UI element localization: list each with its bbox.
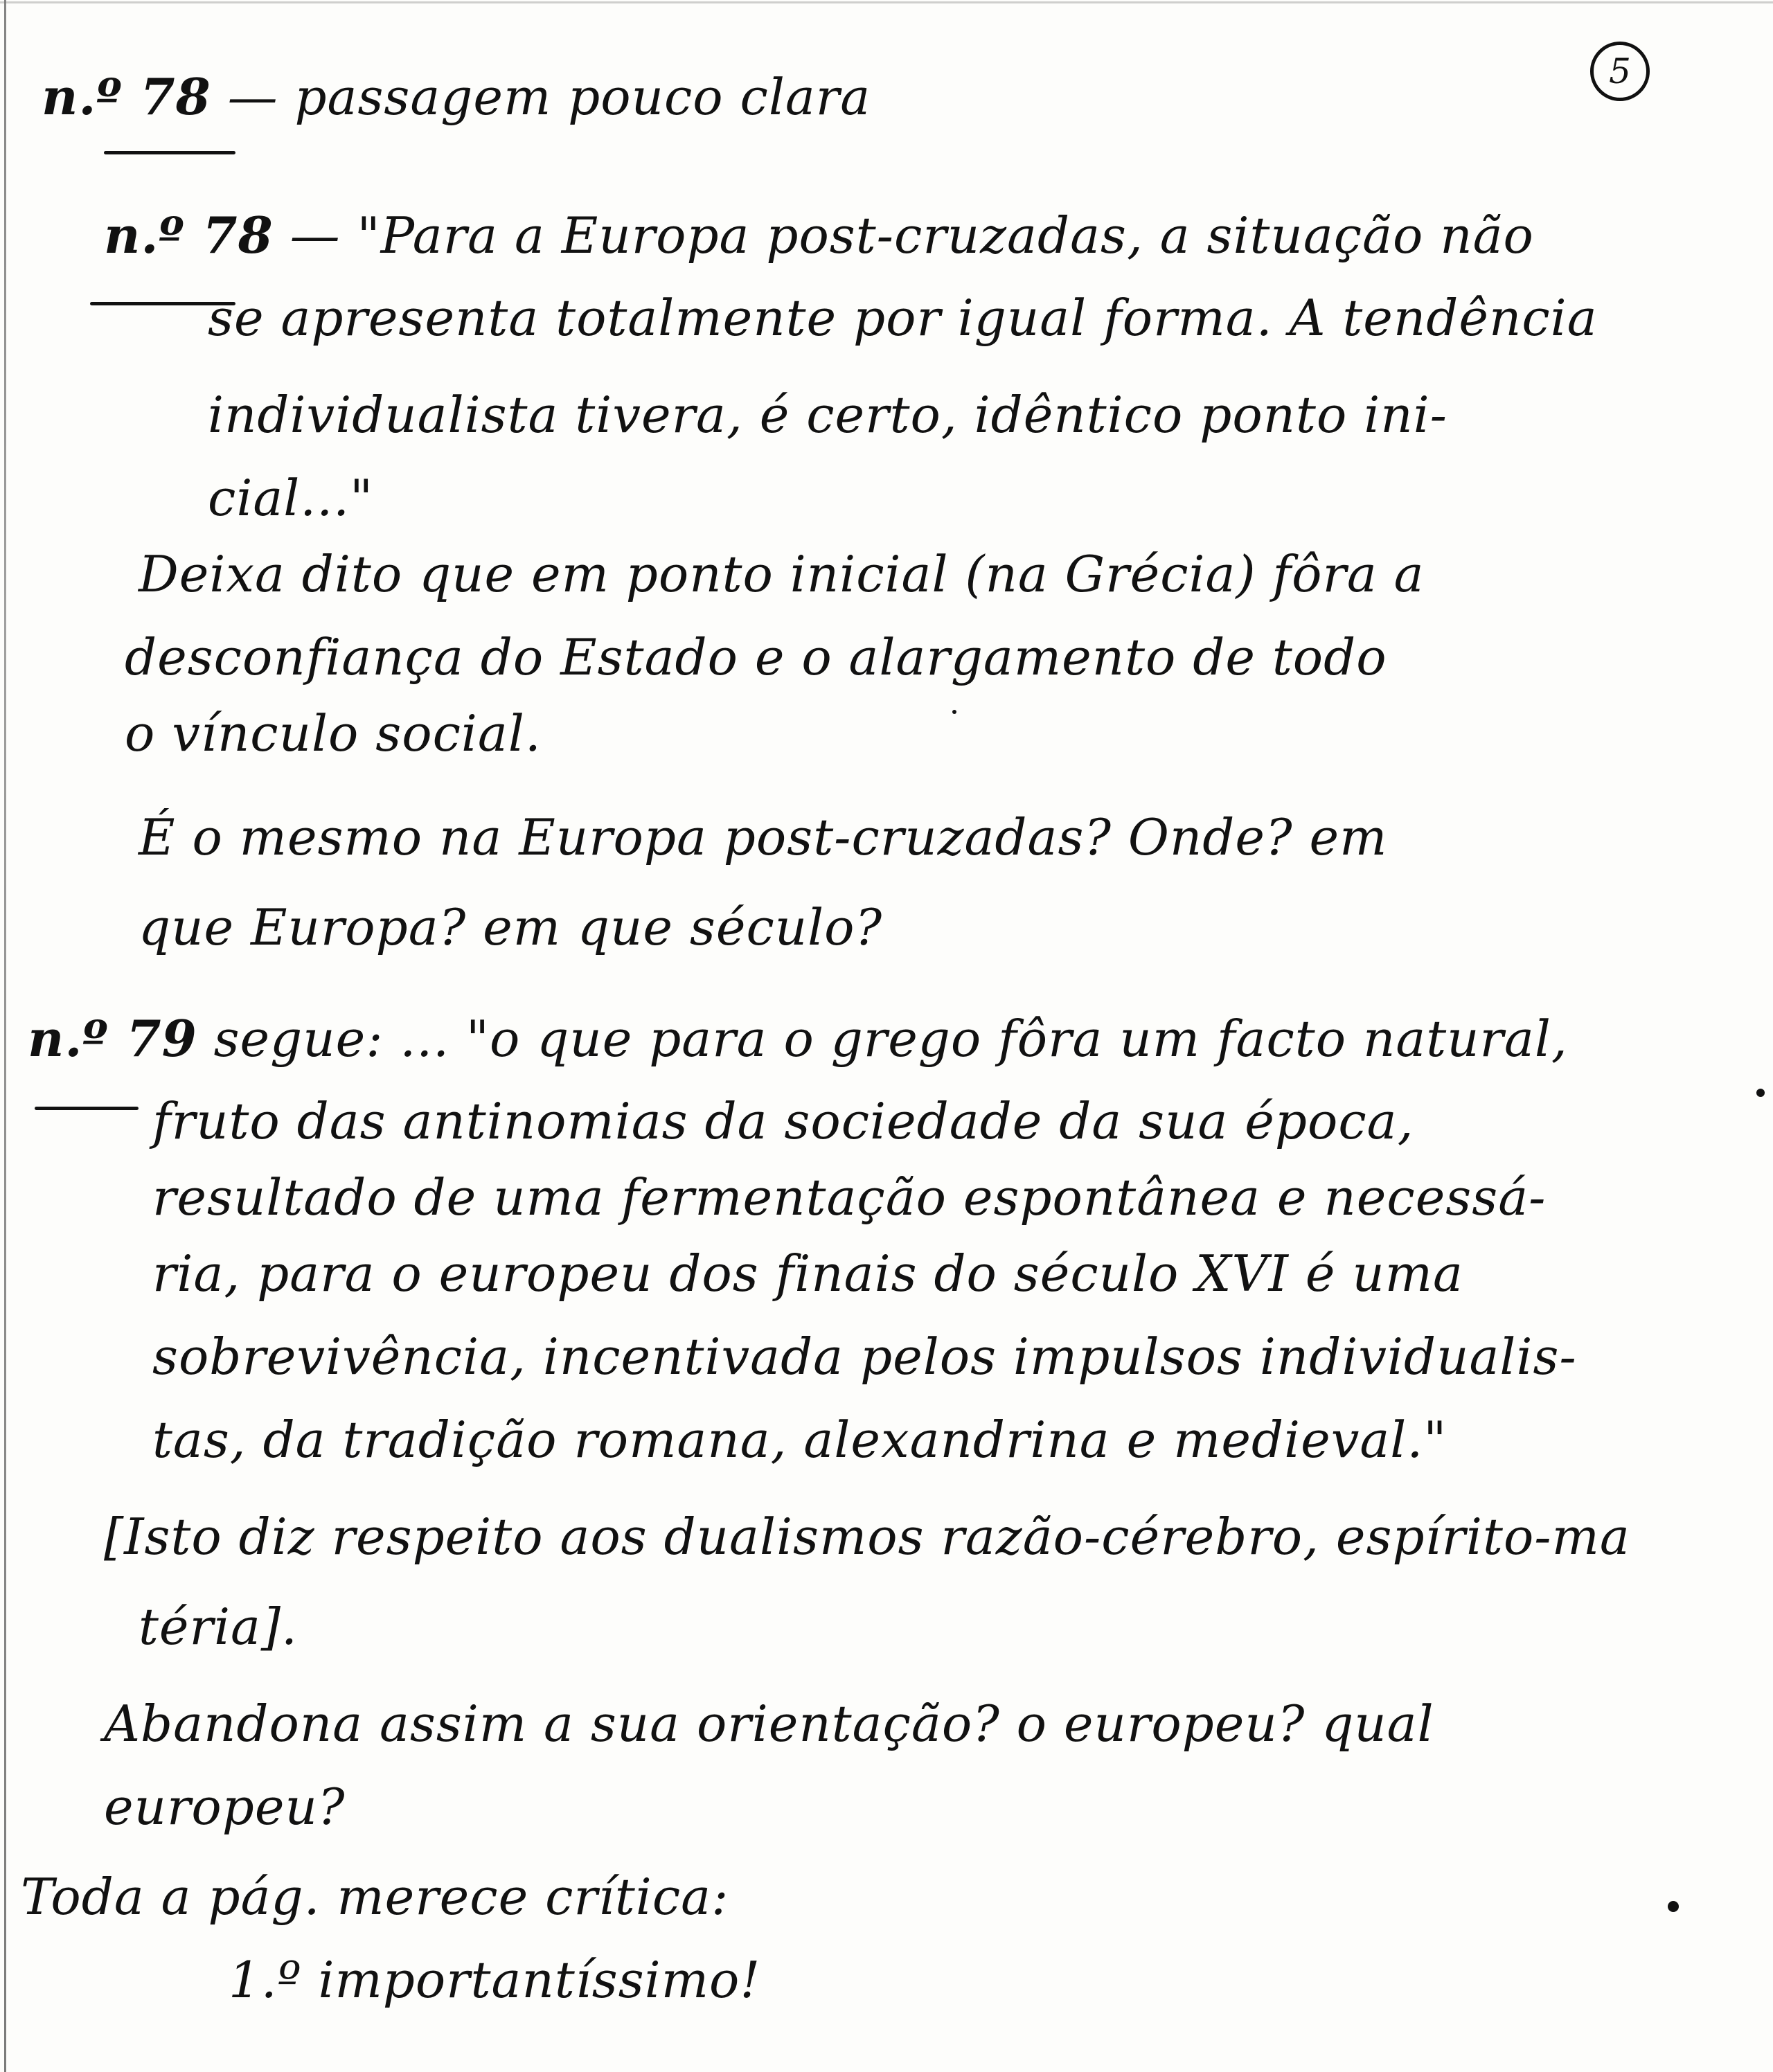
stray-dot [1668, 1901, 1679, 1912]
note-79-line-4: ria, para o europeu dos finais do século XVI é uma [152, 1244, 1463, 1303]
note-78b-line-4: cial..." [208, 469, 374, 527]
comment-78-line-5: que Europa? em que século? [139, 898, 883, 956]
comment-79-line-1: [Isto diz respeito aos dualismos razão-cérebro, espírito-ma [104, 1508, 1630, 1566]
note-78a-ref: n.º 78 [42, 67, 211, 126]
closing-line-1: Toda a pág. merece crítica: [21, 1868, 729, 1926]
note-78b-ref: n.º 78 [104, 206, 274, 265]
note-78a-line [42, 69, 871, 125]
comment-78-line-4: É o mesmo na Europa post-cruzadas? Onde? em [139, 808, 1388, 866]
comment-78-line-1: Deixa dito que em ponto inicial (na Grécia) fôra a [139, 545, 1425, 603]
page-number-circle: 5 [1590, 42, 1650, 101]
note-79-underline [35, 1107, 139, 1110]
note-78b-text-1: — "Para a Europa post-cruzadas, a situação não [289, 206, 1534, 265]
note-79-line-6: tas, da tradição romana, alexandrina e medieval." [152, 1411, 1447, 1469]
note-78b-line-1 [104, 208, 1534, 263]
note-78a-text: — passagem pouco clara [227, 68, 871, 126]
note-79-text-1: segue: ... "o que para o grego fôra um facto natural, [213, 1010, 1568, 1068]
note-79-line-5: sobrevivência, incentivada pelos impulsos individualis- [152, 1328, 1577, 1386]
stray-dot [952, 710, 956, 714]
note-78b-line-3: individualista tivera, é certo, idêntico ponto ini- [208, 386, 1447, 444]
comment-79-line-3: Abandona assim a sua orientação? o europeu? qual [104, 1695, 1434, 1753]
comment-79-line-2: téria]. [139, 1598, 298, 1656]
closing-line-2: 1.º importantíssimo! [229, 1951, 761, 2009]
page-left-edge [4, 0, 6, 2072]
page-top-edge [0, 1, 1773, 3]
note-78a-underline [104, 151, 235, 154]
note-79-line-1 [28, 1011, 1568, 1066]
comment-78-line-3: o vínculo social. [125, 704, 542, 762]
comment-79-line-4: europeu? [104, 1778, 346, 1836]
note-79-ref: n.º 79 [28, 1009, 197, 1068]
note-79-line-2: fruto das antinomias da sociedade da sua época, [152, 1092, 1414, 1150]
stray-dot [1756, 1089, 1765, 1097]
note-79-line-3: resultado de uma fermentação espontânea e necessá- [152, 1168, 1547, 1226]
note-78b-line-2: se apresenta totalmente por igual forma. A tendência [208, 289, 1598, 347]
comment-78-line-2: desconfiança do Estado e o alargamento de todo [125, 628, 1387, 686]
